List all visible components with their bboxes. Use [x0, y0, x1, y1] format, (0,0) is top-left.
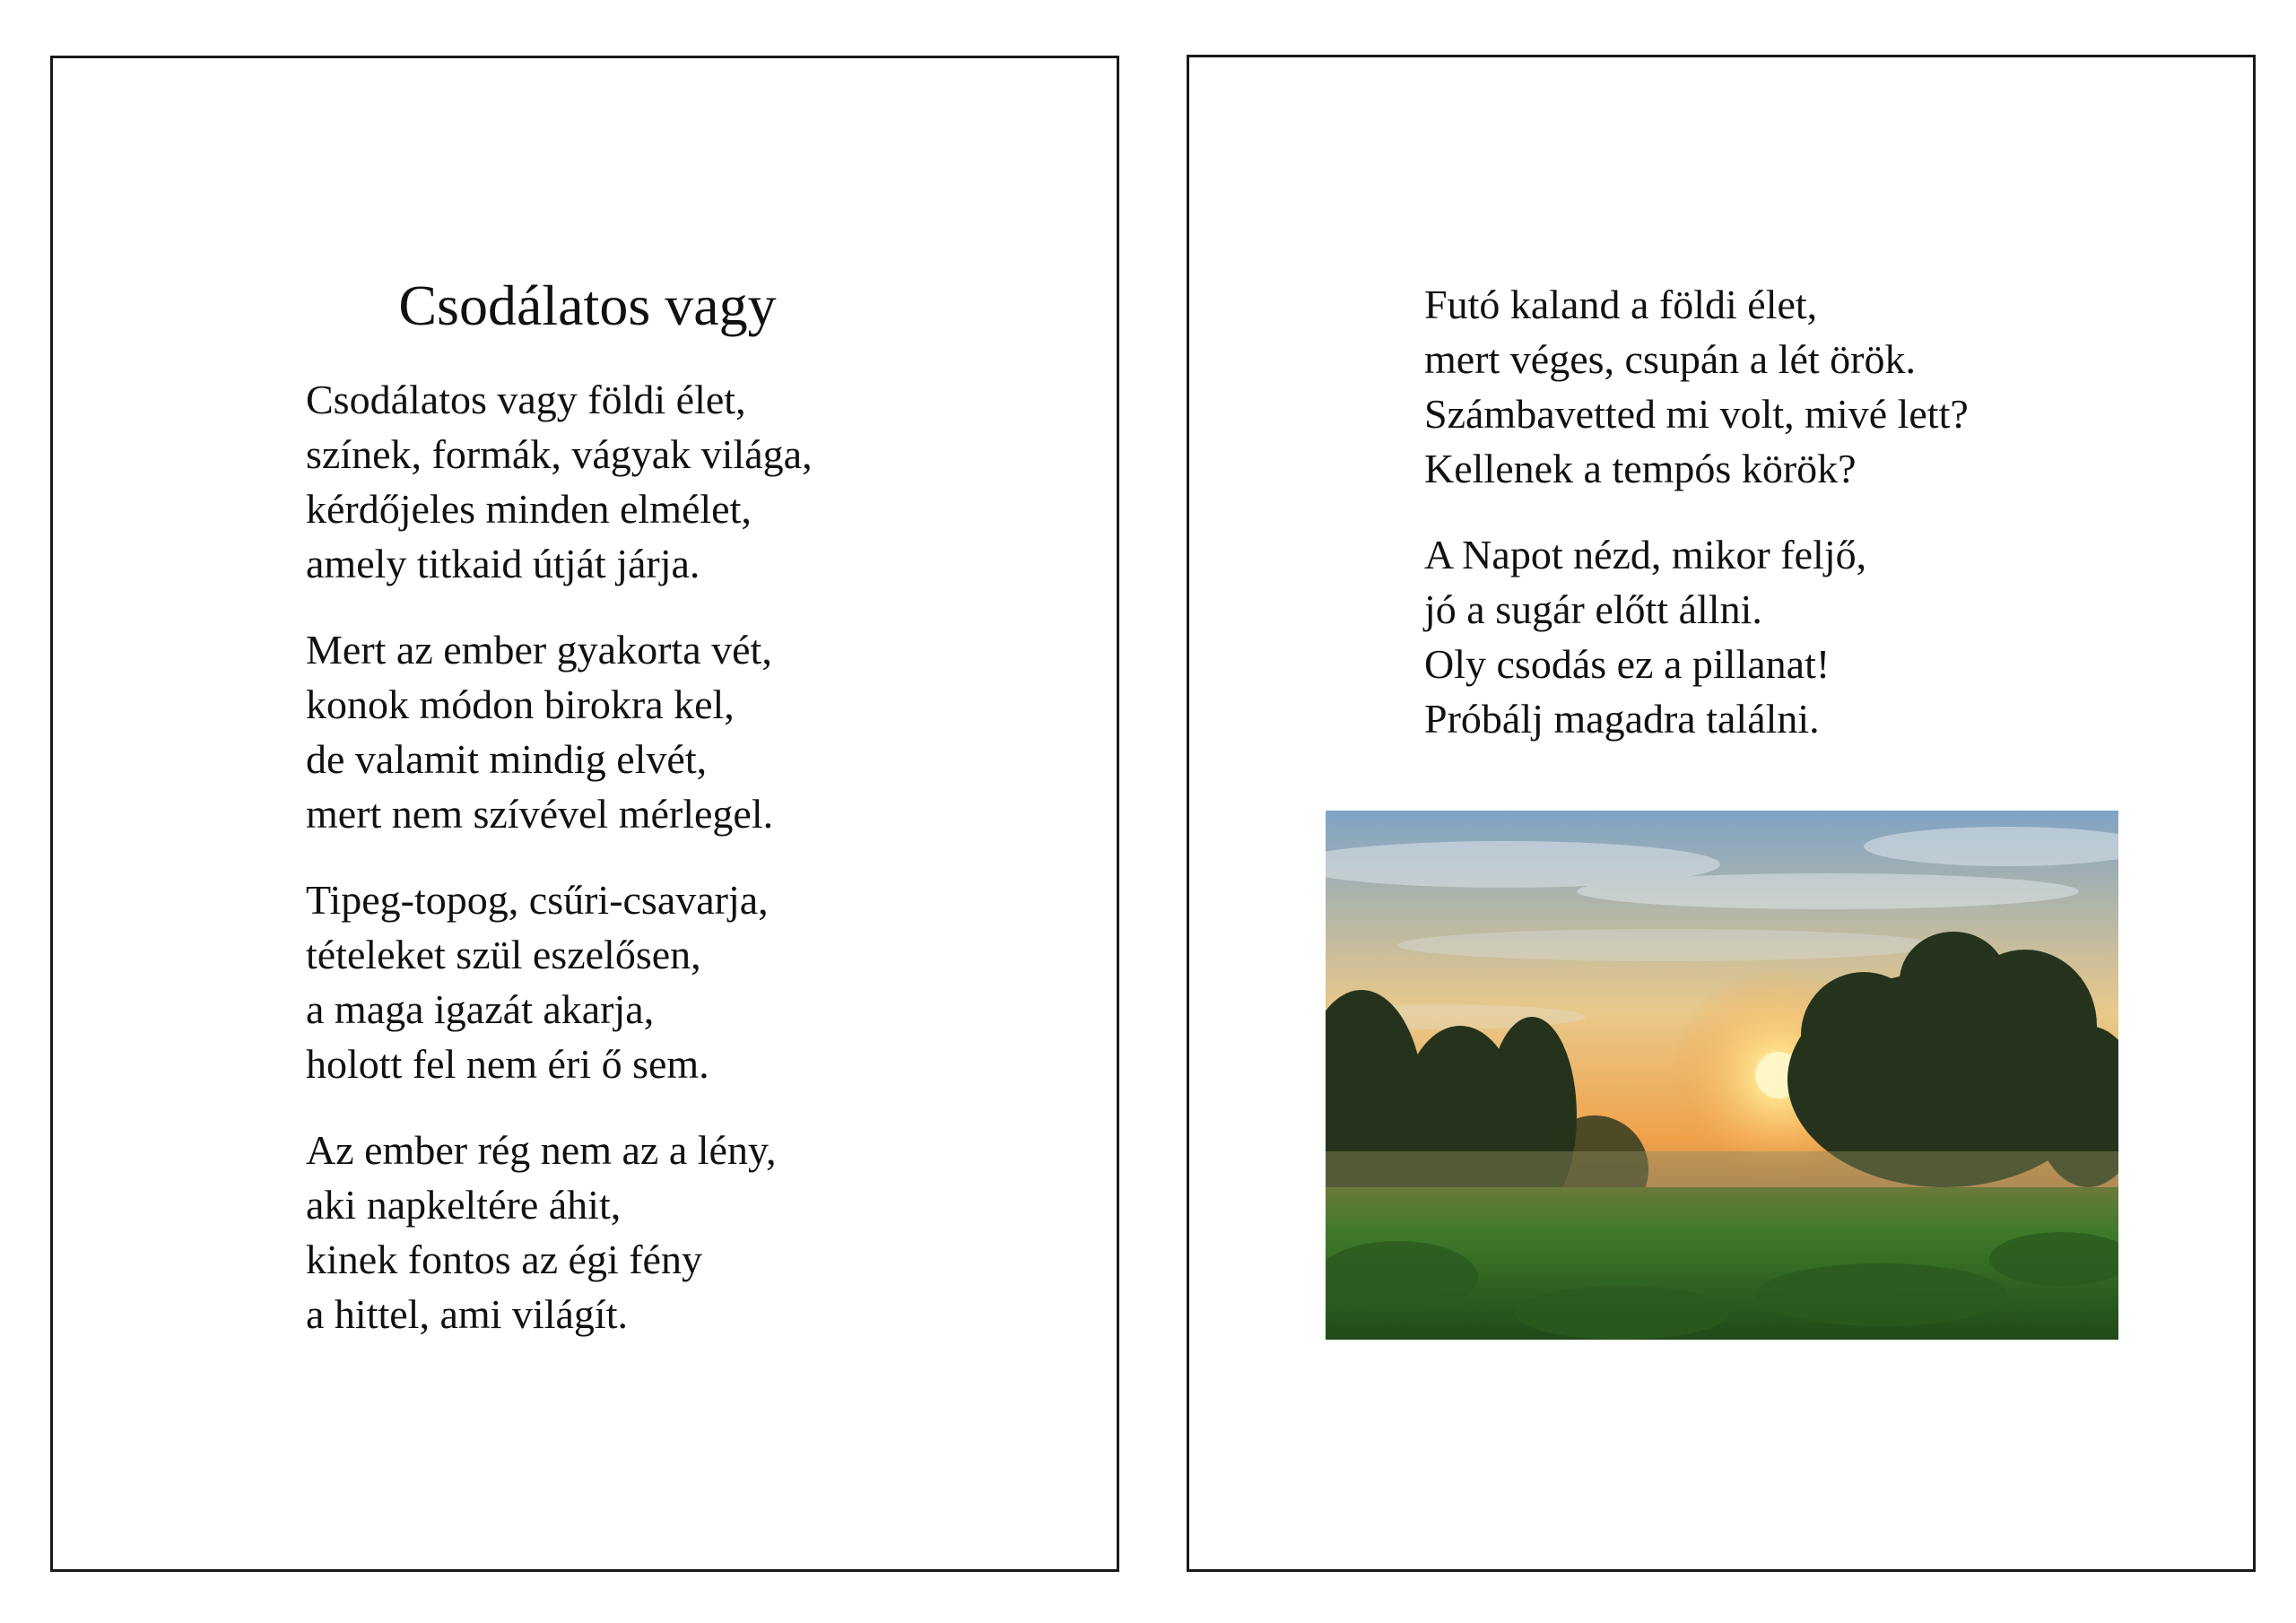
poem-line: mert véges, csupán a lét örök. [1424, 336, 1916, 382]
poem-line: A Napot nézd, mikor feljő, [1424, 532, 1867, 577]
poem-line: Kellenek a tempós körök? [1424, 446, 1857, 491]
poem-left [306, 372, 813, 1373]
poem-line: Csodálatos vagy földi élet, [306, 377, 746, 422]
stanza [306, 622, 813, 841]
poem-line: de valamit mindig elvét, [306, 736, 708, 782]
poem-line: a hittel, ami világít. [306, 1291, 628, 1337]
poem-right [1424, 277, 1969, 777]
sunrise-illustration [1326, 811, 2118, 1340]
poem-line: Számbavetted mi volt, mivé lett? [1424, 391, 1969, 437]
poem-line: kérdőjeles minden elmélet, [306, 486, 752, 532]
poem-line: mert nem szívével mérlegel. [306, 791, 774, 837]
stanza [306, 372, 813, 591]
stanza [1424, 527, 1969, 746]
poem-line: konok módon birokra kel, [306, 681, 735, 727]
poem-line: Oly csodás ez a pillanat! [1424, 641, 1831, 687]
poem-line: kinek fontos az égi fény [306, 1237, 702, 1282]
stanza [306, 872, 813, 1091]
poem-line: a maga igazát akarja, [306, 986, 655, 1032]
poem-line: Az ember rég nem az a lény, [306, 1127, 777, 1173]
poem-line: amely titkaid útját járja. [306, 541, 700, 586]
poem-line: Mert az ember gyakorta vét, [306, 627, 772, 673]
stanza [1424, 277, 1969, 496]
poem-line: holott fel nem éri ő sem. [306, 1041, 709, 1087]
poem-line: aki napkeltére áhit, [306, 1182, 622, 1228]
poem-line: tételeket szül eszelősen, [306, 932, 701, 977]
stanza [306, 1123, 813, 1341]
poem-title: Csodálatos vagy [398, 273, 777, 337]
sunrise-photo [1326, 811, 2118, 1340]
poem-line: Próbálj magadra találni. [1424, 696, 1820, 742]
poem-line: Futó kaland a földi élet, [1424, 282, 1818, 327]
poem-line: jó a sugár előtt állni. [1424, 586, 1762, 632]
poem-line: színek, formák, vágyak világa, [306, 431, 813, 477]
poem-line: Tipeg-topog, csűri-csavarja, [306, 877, 769, 923]
right-page [1187, 55, 2256, 1572]
left-page [50, 56, 1119, 1572]
